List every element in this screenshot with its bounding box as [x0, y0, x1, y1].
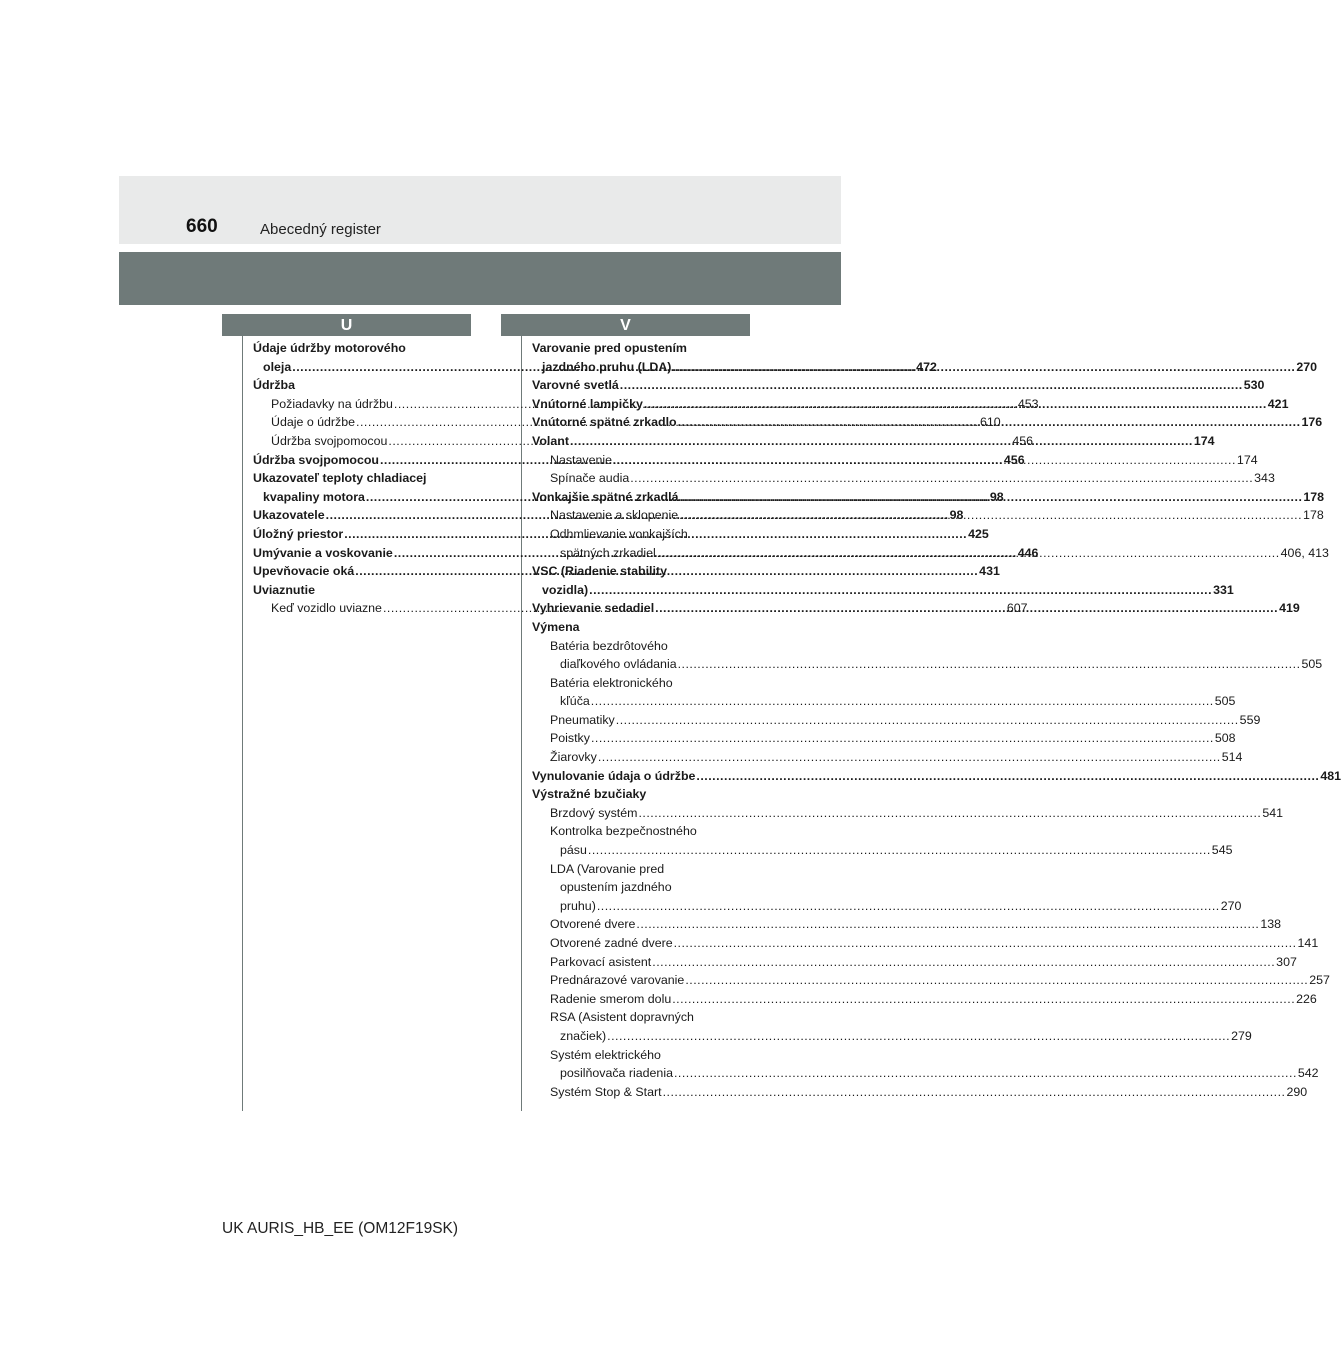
- index-entry-text: Nastavenie: [550, 452, 612, 467]
- index-entry-line: [550, 804, 1284, 823]
- index-entry-text: jazdného pruhu (LDA): [542, 359, 672, 374]
- index-page-ref: 174: [1236, 452, 1258, 467]
- index-entry: [532, 729, 1236, 748]
- letter-heading-v: V: [501, 314, 750, 336]
- index-page-ref: 431: [979, 564, 1000, 579]
- index-page-ref: 174: [1193, 433, 1215, 448]
- index-page-ref: 472: [916, 359, 937, 374]
- index-entry-text: Brzdový systém: [550, 805, 638, 820]
- index-entry-text: opustením jazdného: [560, 880, 672, 895]
- index-page-ref: 425: [968, 526, 989, 541]
- index-entry-text: Výstražné bzučiaky: [532, 787, 647, 802]
- index-page-ref: 421: [1267, 396, 1289, 411]
- index-entry: [532, 469, 1275, 488]
- dot-leader: [613, 453, 1236, 467]
- index-entry: [532, 711, 1261, 730]
- index-page-ref: 481: [1320, 768, 1341, 783]
- dot-leader: [598, 750, 1221, 764]
- index-page-ref: 141: [1297, 936, 1319, 950]
- dot-leader: [657, 546, 1280, 560]
- index-page-ref: 607: [1006, 601, 1028, 616]
- index-entry-line: [550, 748, 1243, 767]
- index-page-ref: 530: [1243, 378, 1265, 393]
- index-page-ref: 176: [1301, 415, 1323, 430]
- index-page-ref: 508: [1214, 731, 1236, 746]
- index-entry-text: Nastavenie a sklopenie: [550, 508, 679, 523]
- index-entry: [532, 1046, 1319, 1083]
- dot-leader: [685, 973, 1308, 987]
- index-entry-text: Otvorené dvere: [550, 917, 636, 932]
- index-entry-line: [550, 469, 1275, 488]
- index-page-ref: 541: [1262, 805, 1284, 820]
- index-entry-line: [550, 971, 1330, 990]
- index-entry-text: Batéria bezdrôtového: [550, 638, 668, 653]
- index-page-ref: 514: [1221, 750, 1243, 765]
- index-entry-text: Ukazovatele: [253, 508, 325, 523]
- dot-leader: [616, 713, 1239, 727]
- index-entry-line: [550, 711, 1261, 730]
- index-page-ref: 559: [1239, 712, 1261, 727]
- index-entry-text: diaľkového ovládania: [560, 657, 677, 672]
- index-entry-text: Systém elektrického: [550, 1047, 661, 1062]
- dot-leader: [591, 694, 1214, 708]
- header-band: [119, 176, 841, 244]
- index-entry-text: značiek): [560, 1028, 607, 1043]
- dot-leader: [636, 917, 1259, 931]
- index-entry-text: LDA (Varovanie pred: [550, 861, 665, 876]
- dot-leader: [679, 490, 1302, 504]
- page-number: 660: [186, 216, 218, 237]
- index-entry-line: [550, 1027, 1252, 1046]
- index-entry-text: Radenie smerom dolu: [550, 991, 672, 1006]
- index-entry-text: Odhmlievanie vonkajších: [550, 526, 688, 541]
- dot-leader: [591, 731, 1214, 745]
- index-entry: [532, 934, 1319, 953]
- index-entry-line: [550, 915, 1282, 934]
- dot-leader: [663, 1085, 1286, 1099]
- index-entry-line: [550, 841, 1233, 860]
- dot-leader: [607, 1029, 1230, 1043]
- index-entry-text: Vynulovanie údaja o údržbe: [532, 768, 696, 783]
- column-rule-u: [242, 336, 243, 1111]
- index-entry-text: kvapaliny motora: [263, 489, 365, 504]
- index-page-ref: 419: [1279, 601, 1300, 616]
- index-page-ref: 545: [1211, 843, 1233, 858]
- index-entry-text: oleja: [263, 359, 292, 374]
- document-code: UK AURIS_HB_EE (OM12F19SK): [222, 1220, 459, 1237]
- index-entry-line: [532, 767, 1341, 786]
- index-entry-line: [550, 990, 1317, 1009]
- index-entry: [532, 618, 750, 637]
- index-entry-text: Údržba: [253, 378, 295, 393]
- index-page-ref: 307: [1276, 954, 1297, 969]
- index-entry-text: Pneumatiky: [550, 712, 615, 727]
- index-entry-text: Údržba svojpomocou: [253, 452, 379, 467]
- dot-leader: [679, 508, 1302, 522]
- dot-leader: [674, 1066, 1297, 1080]
- index-page-ref: 138: [1260, 917, 1282, 932]
- index-page-ref: 279: [1231, 1028, 1252, 1043]
- dot-leader: [655, 601, 1278, 615]
- dot-leader: [638, 806, 1261, 820]
- index-page-ref: 505: [1301, 657, 1323, 672]
- index-entry: [532, 1008, 1252, 1045]
- index-entry: [532, 785, 750, 804]
- index-entry-text: Keď vozidlo uviazne: [271, 601, 382, 616]
- index-entry-text: RSA (Asistent dopravných: [550, 1010, 694, 1025]
- index-entry: [532, 822, 1233, 859]
- index-entry-text: Údaje údržby motorového: [253, 341, 406, 355]
- index-entry-text: Výmena: [532, 619, 580, 634]
- index-entry: [532, 990, 1317, 1009]
- index-entry: [532, 767, 1341, 786]
- index-entry-text: Požiadavky na údržbu: [271, 396, 393, 411]
- letter-heading-u: U: [222, 314, 471, 336]
- index-entry: [532, 637, 1323, 674]
- index-entry-text: Otvorené zadné dvere: [550, 936, 673, 950]
- index-entry: [253, 376, 471, 395]
- dot-leader: [589, 583, 1212, 597]
- header-dark-band: [119, 252, 841, 305]
- index-entry-text: Vnútorné spätné zrkadlo: [532, 415, 677, 430]
- index-page-ref: 453: [1017, 396, 1039, 411]
- dot-leader: [620, 378, 1243, 392]
- index-entry: [532, 674, 1236, 711]
- index-entry-text: Vonkajšie spätné zrkadlá: [532, 489, 679, 504]
- index-entry-text: Varovanie pred opustením: [532, 341, 687, 355]
- index-entry: [532, 376, 1265, 395]
- index-entry-text: Ukazovateľ teploty chladiacej: [253, 471, 427, 486]
- index-page-ref: 178: [1303, 489, 1325, 504]
- index-entry-text: Vyhrievanie sedadiel: [532, 601, 655, 616]
- index-entry-line: [550, 655, 1323, 674]
- index-page-ref: 98: [989, 489, 1004, 504]
- index-page-ref: 270: [1220, 898, 1242, 913]
- index-entry-text: Údaje o údržbe: [271, 415, 356, 430]
- index-entry: [532, 860, 1242, 916]
- index-entry-text: Upevňovacie oká: [253, 564, 355, 579]
- index-entry-line: [532, 376, 1265, 395]
- index-entry: [253, 581, 471, 600]
- index-entry-text: Batéria elektronického: [550, 675, 673, 690]
- index-page-ref: 343: [1254, 471, 1275, 486]
- index-entry-text: spätných zrkadiel: [560, 545, 656, 560]
- index-entry-line: [550, 692, 1236, 711]
- index-page-ref: 331: [1213, 582, 1234, 597]
- index-page-ref: 226: [1296, 991, 1317, 1006]
- index-page-ref: 270: [1296, 359, 1318, 374]
- index-entry: [532, 748, 1243, 767]
- dot-leader: [597, 899, 1220, 913]
- index-page-ref: 446: [1017, 545, 1039, 560]
- index-entry-line: [550, 1064, 1319, 1083]
- index-entry-text: kľúča: [560, 694, 590, 709]
- index-page-ref: 98: [949, 508, 964, 523]
- dot-leader: [644, 397, 1267, 411]
- index-entry-line: [550, 934, 1319, 953]
- index-entry-text: Volant: [532, 433, 569, 448]
- index-entry-text: Prednárazové varovanie: [550, 973, 685, 988]
- index-page-ref: 456: [1012, 433, 1034, 448]
- index-entry-line: [550, 1083, 1308, 1102]
- index-entry-text: Uviaznutie: [253, 582, 315, 597]
- index-entry-line: [532, 581, 1234, 600]
- index-entry-text: Vnútorné lampičky: [532, 396, 643, 411]
- dot-leader: [630, 471, 1253, 485]
- index-entry-text: pruhu): [560, 898, 596, 913]
- dot-leader: [570, 434, 1193, 448]
- index-entry-text: Varovné svetlá: [532, 378, 619, 393]
- index-entry-text: Systém Stop & Start: [550, 1084, 662, 1099]
- index-page-ref: 290: [1286, 1084, 1308, 1099]
- index-entry-text: VSC (Riadenie stability: [532, 564, 667, 579]
- dot-leader: [588, 843, 1211, 857]
- index-entry: [532, 804, 1284, 823]
- index-page-ref: 505: [1214, 694, 1236, 709]
- index-entry-text: Parkovací asistent: [550, 954, 652, 969]
- dot-leader: [674, 936, 1297, 950]
- dot-leader: [678, 415, 1301, 429]
- index-entry-line: [550, 897, 1242, 916]
- index-entry-text: Umývanie a voskovanie: [253, 545, 393, 560]
- dot-leader: [652, 955, 1275, 969]
- index-entry-text: vozidla): [542, 582, 589, 597]
- index-entry-text: Kontrolka bezpečnostného: [550, 824, 697, 839]
- index-entry-text: Poistky: [550, 731, 590, 746]
- index-entry: [532, 971, 1330, 990]
- index-page-ref: 610: [979, 415, 1001, 430]
- index-entry-text: pásu: [560, 843, 587, 858]
- index-entry-text: posilňovača riadenia: [560, 1066, 673, 1081]
- index-page-ref: 257: [1309, 973, 1330, 988]
- index-page-ref: 456: [1003, 452, 1025, 467]
- dot-leader: [672, 360, 1295, 374]
- index-entry-text: Údržba svojpomocou: [271, 433, 388, 448]
- index-entry: [532, 915, 1282, 934]
- dot-leader: [672, 992, 1295, 1006]
- index-page-ref: 542: [1297, 1066, 1319, 1081]
- index-entry: [532, 953, 1297, 972]
- dot-leader: [696, 769, 1319, 783]
- index-entry-text: Žiarovky: [550, 750, 597, 765]
- dot-leader: [678, 657, 1301, 671]
- index-entry-text: Úložný priestor: [253, 526, 344, 541]
- section-title: Abecedný register: [260, 221, 381, 238]
- index-entry-line: [550, 729, 1236, 748]
- index-page-ref: 178: [1303, 508, 1324, 523]
- index-entry-line: [550, 953, 1297, 972]
- index-entry: [532, 1083, 1308, 1102]
- index-entry-text: Spínače audia: [550, 471, 630, 486]
- index-page-ref: 406, 413: [1280, 545, 1329, 560]
